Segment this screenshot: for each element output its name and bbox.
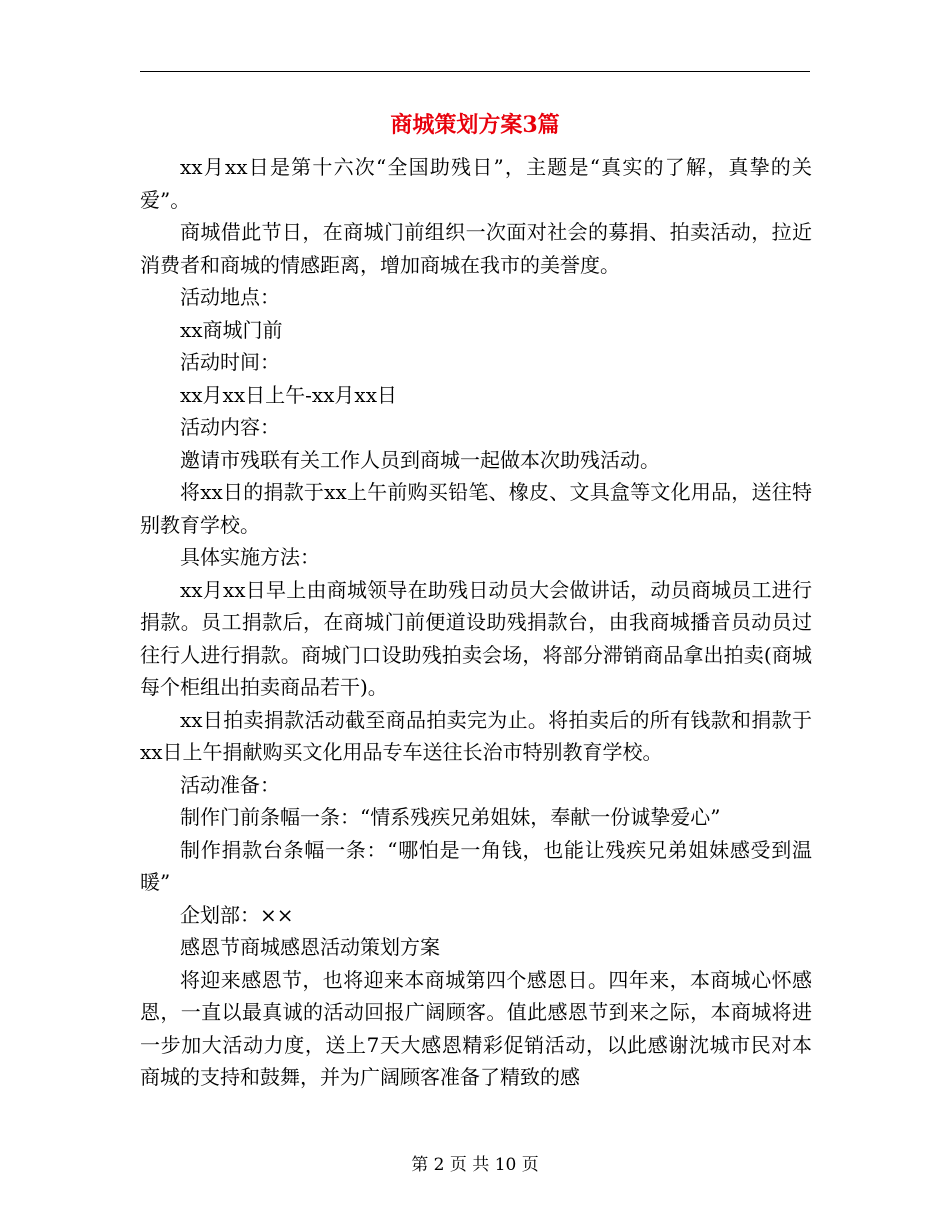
- paragraph: 感恩节商城感恩活动策划方案: [180, 935, 440, 959]
- paragraph: 商城借此节日，在商城门前组织一次面对社会的募捐、拍卖活动，拉近消费者和商城的情感距离，增加商城在我市的美誉度。: [140, 220, 812, 277]
- paragraph: xx商城门前: [180, 317, 283, 342]
- paragraph: 活动内容：: [180, 415, 280, 439]
- paragraph: 活动地点：: [180, 285, 280, 309]
- paragraph: 企划部：××: [180, 902, 294, 927]
- paragraph: xx月xx日上午-xx月xx日: [180, 382, 397, 407]
- paragraph: 将迎来感恩节，也将迎来本商城第四个感恩日。四年来，本商城心怀感恩，一直以最真诚的活动回报广阔顾客。值此感恩节到来之际，本商城将进一步加大活动力度，送上7天大感恩精彩促销活动，以此感谢沈城市民对本商城的支持和鼓舞，并为广阔顾客准备了精致的感: [140, 967, 812, 1089]
- paragraph: xx月xx日是第十六次“全国助残日”，主题是“真实的了解，真挚的关爱”。: [140, 155, 812, 212]
- paragraph: xx月xx日早上由商城领导在助残日动员大会做讲话，动员商城员工进行捐款。员工捐款后，在商城门前便道设助残捐款台，由我商城播音员动员过往行人进行捐款。商城门口设助残拍卖会场，将部分滞销商品拿出拍卖(商城每个柜组出拍卖商品若干)。: [140, 577, 812, 699]
- document-body: [140, 151, 812, 1094]
- paragraph: 将xx日的捐款于xx上午前购买铅笔、橡皮、文具盒等文化用品，送往特别教育学校。: [140, 480, 812, 537]
- page-number-footer: 第 2 页 共 10 页: [411, 1155, 539, 1175]
- paragraph: 活动准备：: [180, 772, 280, 797]
- paragraph: 具体实施方法：: [180, 545, 320, 569]
- header-rule: [140, 71, 810, 72]
- paragraph: xx日拍卖捐款活动截至商品拍卖完为止。将拍卖后的所有钱款和捐款于xx日上午捐献购买文化用品专车送往长治市特别教育学校。: [140, 707, 812, 764]
- paragraph: 邀请市残联有关工作人员到商城一起做本次助残活动。: [180, 447, 660, 472]
- paragraph: 制作捐款台条幅一条：“哪怕是一角钱，也能让残疾兄弟姐妹感受到温暖”: [140, 837, 812, 894]
- document-title: 商城策划方案3篇: [390, 112, 560, 138]
- paragraph: 活动时间：: [180, 350, 280, 374]
- paragraph: 制作门前条幅一条：“情系残疾兄弟姐妹，奉献一份诚挚爱心”: [180, 805, 721, 829]
